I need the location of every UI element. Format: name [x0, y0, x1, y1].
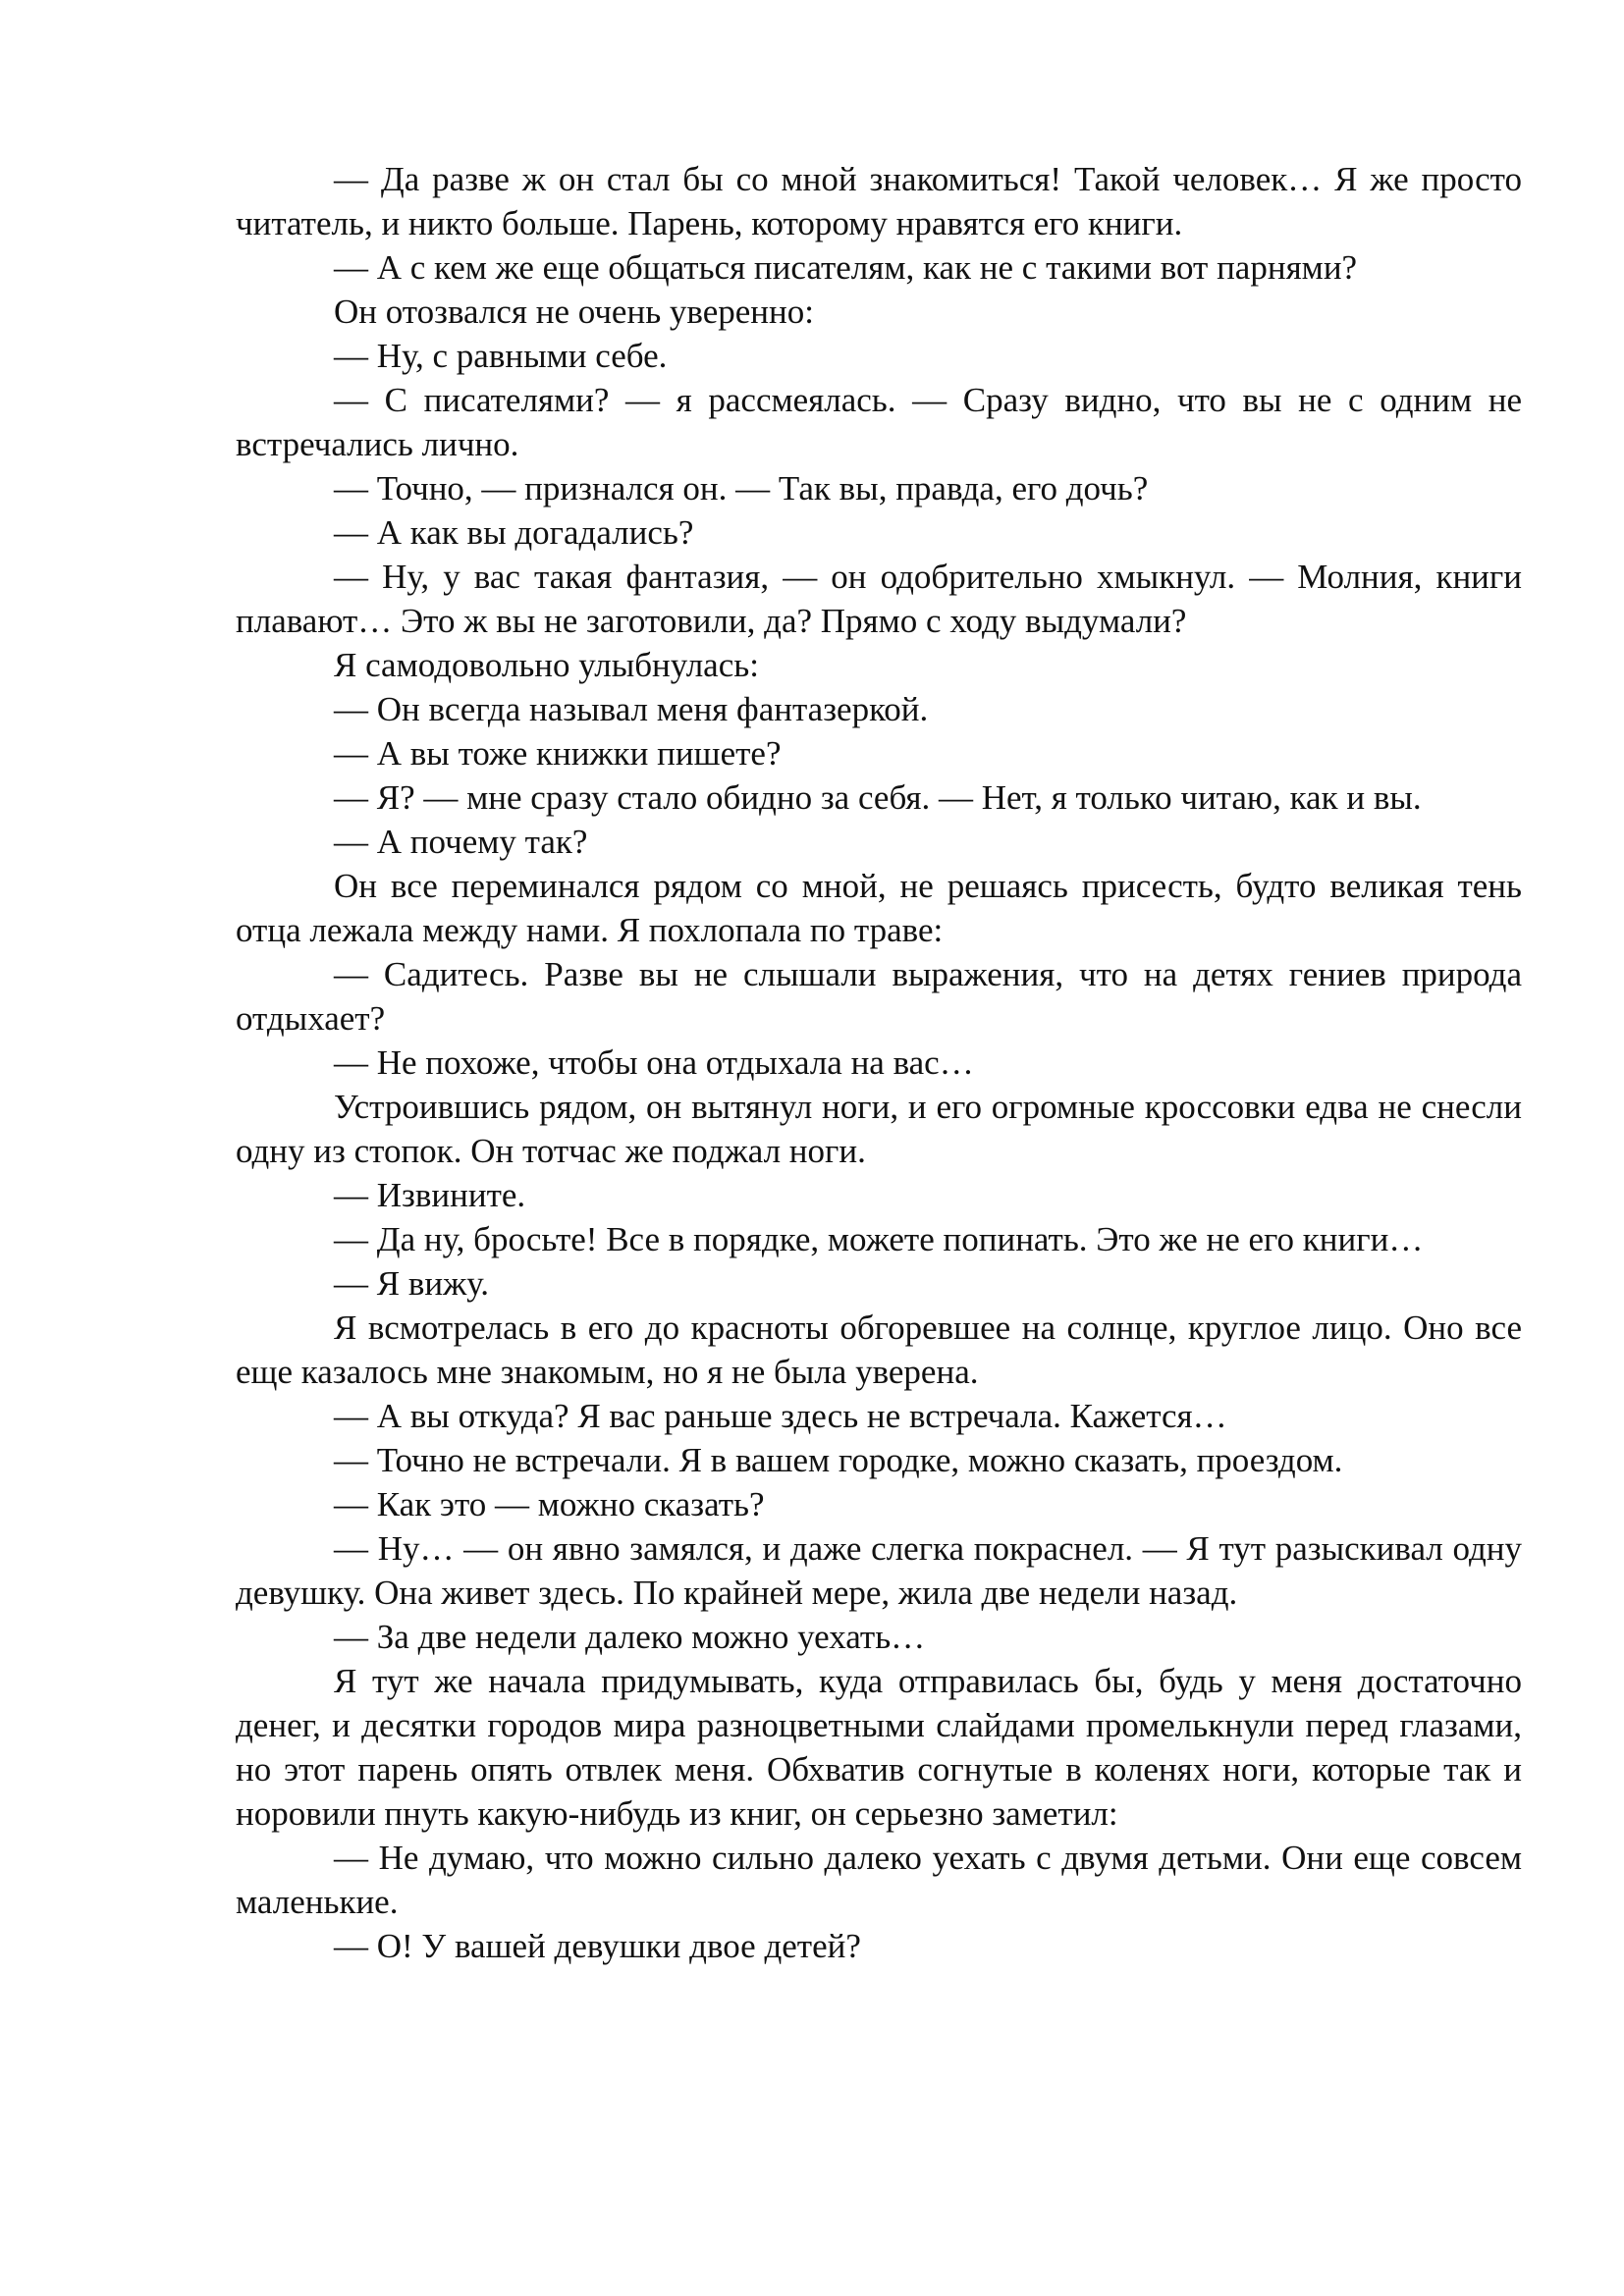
paragraph: — А вы тоже книжки пишете? — [334, 734, 782, 773]
paragraph: — О! У вашей девушки двое детей? — [334, 1927, 861, 1965]
paragraph: — Я? — мне сразу стало обидно за себя. — Нет, я только читаю, как и вы. — [334, 778, 1422, 817]
paragraph: — Он всегда называл меня фантазеркой. — [334, 690, 929, 728]
paragraph: Я тут же начала придумывать, куда отправилась бы, будь у меня достаточно денег, и десятки городов мира разноцветными слайдами промелькнули перед глазами, но этот парень опять отвлек меня. Обхватив согнутые в коленях ноги, которые так и норовили пнуть какую-нибудь из книг, он серьезно заметил: — [236, 1662, 1522, 1833]
paragraph: — Я вижу. — [334, 1264, 490, 1303]
paragraph: Он все переминался рядом со мной, не решаясь присесть, будто великая тень отца лежала между нами. Я похлопала по траве: — [236, 867, 1522, 949]
paragraph: — Точно, — признался он. — Так вы, правда, его дочь? — [334, 469, 1149, 507]
paragraph: — Да разве ж он стал бы со мной знакомиться! Такой человек… Я же просто читатель, и никто больше. Парень, которому нравятся его книги. — [236, 160, 1522, 242]
paragraph: — Не думаю, что можно сильно далеко уехать с двумя детьми. Они еще совсем маленькие. — [236, 1839, 1522, 1921]
paragraph: — Извините. — [334, 1176, 526, 1214]
paragraph: — Ну… — он явно замялся, и даже слегка покраснел. — Я тут разыскивал одну девушку. Она живет здесь. По крайней мере, жила две недели назад. — [236, 1529, 1522, 1612]
document-page — [236, 157, 1522, 1968]
paragraph: — С писателями? — я рассмеялась. — Сразу видно, что вы не с одним не встречались лично. — [236, 381, 1522, 463]
paragraph: — Да ну, бросьте! Все в порядке, можете попинать. Это же не его книги… — [334, 1220, 1424, 1258]
paragraph: — Как это — можно сказать? — [334, 1485, 765, 1523]
paragraph: Устроившись рядом, он вытянул ноги, и его огромные кроссовки едва не снесли одну из стопок. Он тотчас же поджал ноги. — [236, 1088, 1522, 1170]
paragraph: Я самодовольно улыбнулась: — [334, 646, 759, 684]
paragraph: — Ну, с равными себе. — [334, 337, 668, 375]
paragraph: Я всмотрелась в его до красноты обгоревшее на солнце, круглое лицо. Оно все еще казалось мне знакомым, но я не была уверена. — [236, 1308, 1522, 1391]
paragraph: — За две недели далеко можно уехать… — [334, 1618, 926, 1656]
paragraph: — Садитесь. Разве вы не слышали выражения, что на детях гениев природа отдыхает? — [236, 955, 1522, 1038]
paragraph: — А вы откуда? Я вас раньше здесь не встречала. Кажется… — [334, 1397, 1227, 1435]
paragraph: — Ну, у вас такая фантазия, — он одобрительно хмыкнул. — Молния, книги плавают… Это ж вы не заготовили, да? Прямо с ходу выдумали? — [236, 558, 1522, 640]
paragraph: Он отозвался не очень уверенно: — [334, 293, 814, 331]
paragraph: — А почему так? — [334, 823, 588, 861]
paragraph: — А как вы догадались? — [334, 513, 694, 552]
paragraph: — Не похоже, чтобы она отдыхала на вас… — [334, 1043, 974, 1082]
paragraph: — А с кем же еще общаться писателям, как не с такими вот парнями? — [334, 248, 1358, 287]
paragraph: — Точно не встречали. Я в вашем городке, можно сказать, проездом. — [334, 1441, 1343, 1479]
